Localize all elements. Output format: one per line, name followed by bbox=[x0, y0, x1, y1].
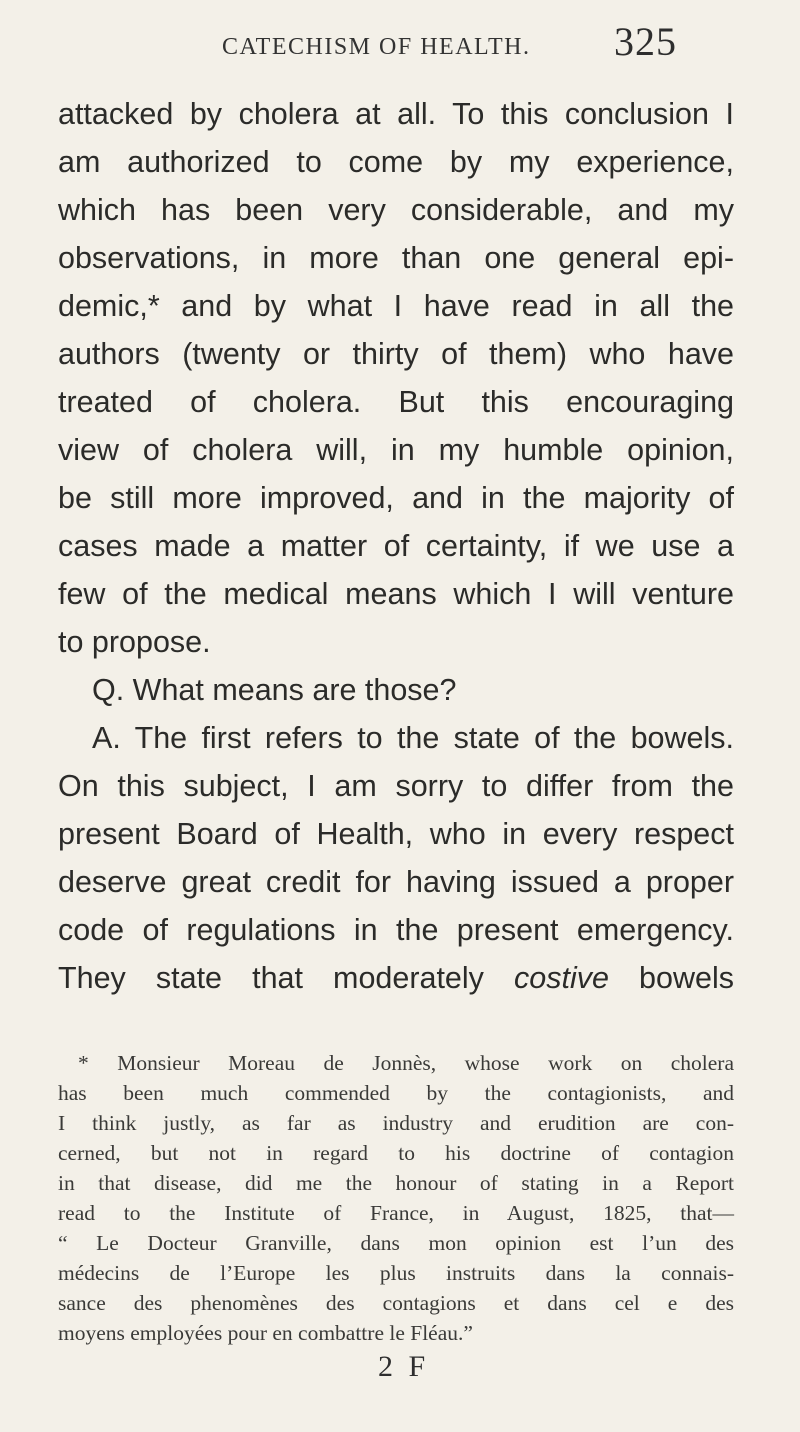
footnote-line: * Monsieur Moreau de Jonnès, whose work on cholera bbox=[78, 1051, 734, 1075]
emphasis-text: costive bbox=[514, 961, 609, 995]
answer-line: code of regulations in the present emergency. bbox=[58, 913, 734, 947]
text-line: treated of cholera. But this encouraging bbox=[58, 385, 734, 419]
text-line: am authorized to come by my experience, bbox=[58, 145, 734, 179]
text-line: to propose. bbox=[58, 625, 211, 659]
footnote-line: has been much commended by the contagionists, and bbox=[58, 1081, 734, 1105]
footnote-line: cerned, but not in regard to his doctrine of contagion bbox=[58, 1141, 734, 1165]
text-line: few of the medical means which I will venture bbox=[58, 577, 734, 611]
text-line: view of cholera will, in my humble opinion, bbox=[58, 433, 734, 467]
running-title: CATECHISM OF HEALTH. bbox=[222, 34, 531, 60]
page-header bbox=[0, 12, 800, 72]
text-line: which has been very considerable, and my bbox=[58, 193, 734, 227]
answer-text: They state that moderately bbox=[58, 961, 484, 995]
question-line: Q. What means are those? bbox=[92, 673, 457, 707]
answer-line-last bbox=[58, 961, 734, 996]
signature-mark: 2 F bbox=[378, 1350, 430, 1383]
footnote-line: sance des phenomènes des contagions et dans cel e des bbox=[58, 1291, 734, 1315]
footnote-line: I think justly, as far as industry and erudition are con- bbox=[58, 1111, 734, 1135]
text-line: observations, in more than one general epi- bbox=[58, 241, 734, 275]
answer-line: A. The first refers to the state of the bowels. bbox=[92, 721, 734, 755]
footnote-line: “ Le Docteur Granville, dans mon opinion est l’un des bbox=[58, 1231, 734, 1255]
footnote-line: moyens employées pour en combattre le Fléau.” bbox=[58, 1321, 473, 1345]
page-number: 325 bbox=[614, 19, 677, 64]
text-line: authors (twenty or thirty of them) who have bbox=[58, 337, 734, 371]
answer-text: bowels bbox=[639, 961, 734, 995]
footnote-line: read to the Institute of France, in August, 1825, that— bbox=[58, 1201, 734, 1225]
answer-line: On this subject, I am sorry to differ from the bbox=[58, 769, 734, 803]
footnote-line: médecins de l’Europe les plus instruits dans la connais- bbox=[58, 1261, 734, 1285]
text-line: be still more improved, and in the majority of bbox=[58, 481, 734, 515]
answer-line: deserve great credit for having issued a proper bbox=[58, 865, 734, 899]
text-line: demic,* and by what I have read in all the bbox=[58, 289, 734, 323]
footnote-line: in that disease, did me the honour of stating in a Report bbox=[58, 1171, 734, 1195]
answer-line: present Board of Health, who in every respect bbox=[58, 817, 734, 851]
text-line: cases made a matter of certainty, if we use a bbox=[58, 529, 734, 563]
text-line: attacked by cholera at all. To this conclusion I bbox=[58, 97, 734, 131]
